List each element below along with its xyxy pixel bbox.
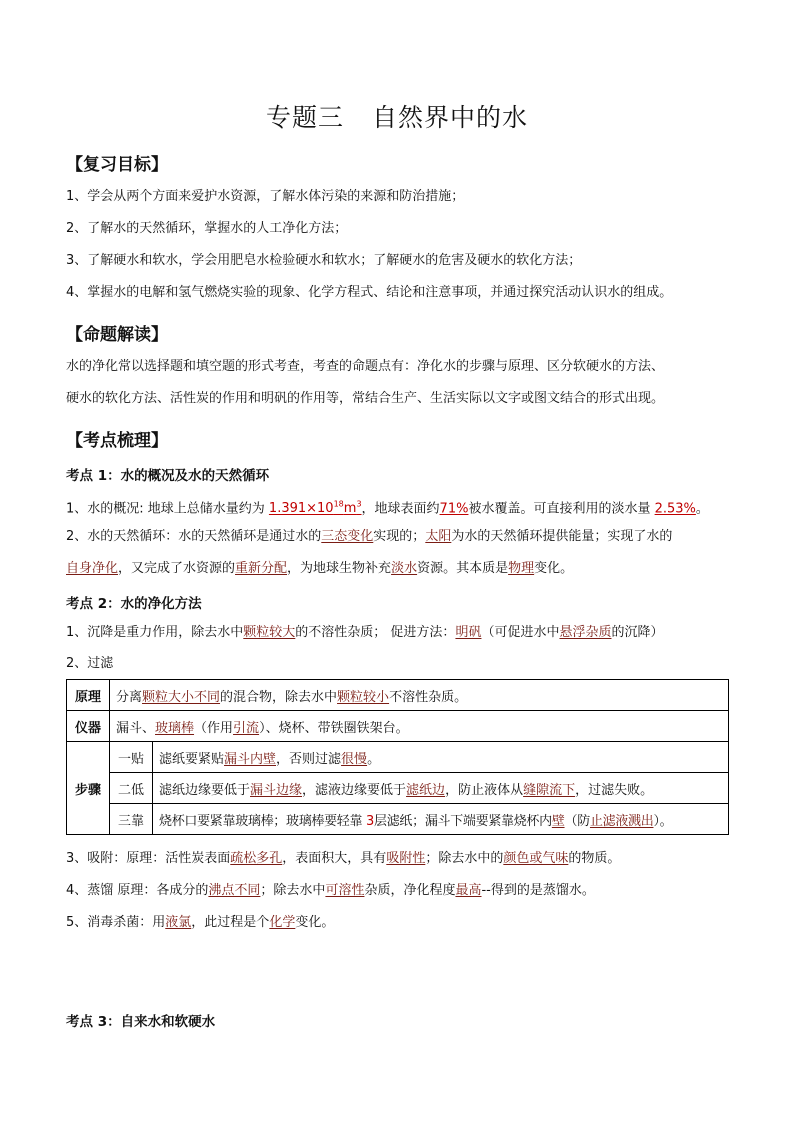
row-head-principle: 原理 [67, 680, 110, 711]
step-three-label: 三靠 [110, 804, 153, 835]
interp-line-1: 水的净化常以选择题和填空题的形式考查，考查的命题点有：净化水的步骤与原理、区分软硬水的方法、 [66, 359, 665, 374]
goal-3: 3、了解硬水和软水，学会用肥皂水检验硬水和软水；了解硬水的危害及硬水的软化方法； [66, 253, 582, 268]
kp1-line-1: 1、水的概况: 地球上总储水量约为 $1.391\times 10^{18}m^3$，地球表面约71%被水覆盖。可直接利用的淡水量 2.53%。 [66, 500, 709, 517]
step-one-label: 一贴 [110, 742, 153, 773]
kp2-disinfection: 5、消毒杀菌：用液氯，此过程是个化学变化。 [66, 915, 335, 930]
section-review-goals: 【复习目标】 [66, 155, 168, 175]
section-interpretation: 【命题解读】 [66, 325, 168, 345]
page-title [0, 98, 794, 134]
kp3-title: 考点 3：自来水和软硬水 [66, 1014, 216, 1030]
kp1-title: 考点 1：水的概况及水的天然循环 [66, 468, 270, 484]
filtration-table [66, 679, 729, 835]
kp2-adsorption: 3、吸附：原理：活性炭表面疏松多孔，表面积大，具有吸附性；除去水中的颜色或气味的物质。 [66, 851, 621, 866]
row-head-steps: 步骤 [67, 742, 110, 835]
table-row [67, 773, 729, 804]
kp2-sedimentation: 1、沉降是重力作用，除去水中颗粒较大的不溶性杂质； 促进方法：明矾（可促进水中悬浮杂质的沉降） [66, 625, 664, 640]
table-row [67, 804, 729, 835]
kp2-title: 考点 2：水的净化方法 [66, 596, 202, 612]
kp2-distillation: 4、蒸馏 原理：各成分的沸点不同；除去水中可溶性杂质，净化程度最高--得到的是蒸馏水。 [66, 883, 595, 898]
goal-4: 4、掌握水的电解和氢气燃烧实验的现象、化学方程式、结论和注意事项，并通过探究活动认识水的组成。 [66, 285, 673, 300]
step-two-cell: 滤纸边缘要低于漏斗边缘，滤液边缘要低于滤纸边，防止液体从缝隙流下，过滤失败。 [153, 773, 729, 804]
table-row [67, 742, 729, 773]
goal-1: 1、学会从两个方面来爱护水资源，了解水体污染的来源和防治措施； [66, 189, 465, 204]
table-row [67, 711, 729, 742]
title-topic: 专题三 [265, 103, 344, 132]
title-subject: 自然界中的水 [372, 103, 529, 132]
step-two-label: 二低 [110, 773, 153, 804]
principle-cell: 分离颗粒大小不同的混合物，除去水中颗粒较小不溶性杂质。 [110, 680, 729, 711]
goal-2: 2、了解水的天然循环，掌握水的人工净化方法； [66, 221, 348, 236]
table-row [67, 680, 729, 711]
row-head-apparatus: 仪器 [67, 711, 110, 742]
kp2-filtration-label: 2、过滤 [66, 656, 114, 671]
interp-line-2: 硬水的软化方法、活性炭的作用和明矾的作用等，常结合生产、生活实际以文字或图文结合的形式出现。 [66, 391, 665, 406]
section-key-points: 【考点梳理】 [66, 431, 168, 451]
kp1-line-3: 自身净化，又完成了水资源的重新分配，为地球生物补充淡水资源。其本质是物理变化。 [66, 561, 574, 576]
apparatus-cell: 漏斗、玻璃棒（作用引流）、烧杯、带铁圈铁架台。 [110, 711, 729, 742]
step-one-cell: 滤纸要紧贴漏斗内壁，否则过滤很慢。 [153, 742, 729, 773]
step-three-cell: 烧杯口要紧靠玻璃棒；玻璃棒要轻靠 3层滤纸；漏斗下端要紧靠烧杯内壁（防止滤液溅出）。 [153, 804, 729, 835]
kp1-line-2: 2、水的天然循环：水的天然循环是通过水的三态变化实现的；太阳为水的天然循环提供能量；实现了水的 [66, 529, 673, 544]
